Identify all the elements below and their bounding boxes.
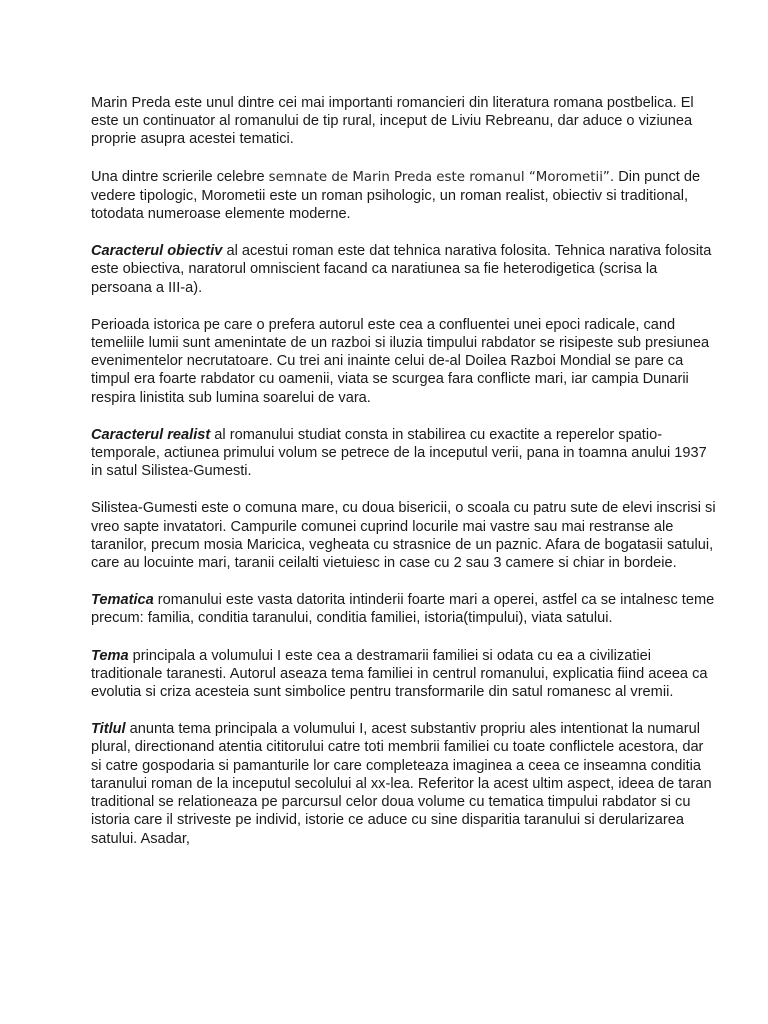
paragraph-intro	[91, 94, 716, 149]
paragraph-text: Perioada istorica pe care o prefera autorul este cea a confluentei unei epoci radicale, cand temeliile lumii sunt amenintate de un razboi si iluzia timpului rabdator se risipeste sub presiunea evenimentelor necrutatoare. Cu trei ani inainte celui de-al Doilea Razboi Mondial se pare ca timpul era foarte rabdator cu oamenii, viata se scurgea fara conflicte mari, iar campia Dunarii respira linistita sub lumina soarelui de vara.	[91, 316, 710, 406]
paragraph-morometii	[91, 168, 716, 224]
paragraph-tematica	[91, 591, 716, 627]
paragraph-lead: Titlul	[91, 721, 126, 738]
paragraph-titlul	[91, 720, 716, 847]
paragraph-tema	[91, 647, 716, 702]
paragraph-caracterul-realist	[91, 426, 716, 481]
paragraph-text: anunta tema principala a volumului I, acest substantiv propriu ales intentionat la numarul plural, directionand atentia cititorului catre toti membrii familiei cu toate conflictele acestora, dar si catre gospodaria si pamanturile lor care completeaza imaginea a ceea ce inseamna conditia taranului roman de la inceputul secolului al xx-lea. Referitor la acest ultim aspect, ideea de taran traditional se relationeaza pe parcursul celor doua volume cu tematica timpului rabdator si cu istoria care il striveste pe individ, istorie ce aduce cu sine disparitia taranului si derularizarea satului. Asadar,	[91, 721, 712, 847]
paragraph-text: Silistea-Gumesti este o comuna mare, cu doua bisericii, o scoala cu patru sute de elevi inscrisi si vreo sapte invatatori. Campurile comunei cuprind locurile mai vastre sau mai restranse ale taranilor, precum mosia Maricica, vegheata cu strasnice de un paznic. Afara de bogatasii satului, care au locuinte mari, taranii ceilalti vietuiesc in case cu 2 sau 3 camere si chiar in bordeie.	[91, 500, 716, 572]
paragraph-text: principala a volumului I este cea a destramarii familiei si odata cu ea a civilizatiei traditionale taranesti. Autorul aseaza tema familiei in centrul romanului, explicatia fiind aceea ca evolutia si criza acesteia sunt simbolice pentru transformarile din satul romanesc al vremii.	[91, 647, 708, 701]
paragraph-caracterul-obiectiv	[91, 242, 716, 297]
paragraph-text: romanului este vasta datorita intinderii foarte mari a operei, astfel ca se intalnesc teme precum: familia, conditia taranului, conditia familiei, istoria(timpului), viata satului.	[91, 592, 715, 627]
paragraph-lead: Caracterul obiectiv	[91, 243, 223, 260]
paragraph-text-part: Din punct de vedere tipologic, Morometii este un roman psihologic, un roman realist, obiectiv si traditional, totodata numeroase elemente moderne.	[91, 168, 701, 223]
document-body	[91, 94, 716, 867]
paragraph-text: al acestui roman este dat tehnica narativa folosita. Tehnica narativa folosita este obiectiva, naratorul omniscient facand ca naratiunea sa fie heterodigetica (scrisa la persoana a III-a).	[91, 243, 712, 296]
paragraph-lead: Tematica	[91, 592, 154, 609]
paragraph-text-part: semnate de Marin Preda este romanul “Morometii”.	[268, 169, 615, 185]
paragraph-lead: Caracterul realist	[91, 426, 211, 443]
paragraph-text: al romanului studiat consta in stabilirea cu exactite a reperelor spatio-temporale, actiunea primului volum se petrece de la inceputul verii, pana in toamna anului 1937 in satul Silistea-Gumesti.	[91, 426, 707, 480]
paragraph-silistea-gumesti	[91, 499, 716, 572]
paragraph-text: Marin Preda este unul dintre cei mai importanti romancieri din literatura romana postbelica. El este un continuator al romanului de tip rural, inceput de Liviu Rebreanu, dar aduce o viziunea proprie asupra acestei tematici.	[91, 95, 694, 148]
paragraph-text-part: Una dintre scrierile celebre	[91, 168, 269, 185]
paragraph-lead: Tema	[91, 647, 129, 664]
paragraph-perioada-istorica	[91, 316, 716, 407]
